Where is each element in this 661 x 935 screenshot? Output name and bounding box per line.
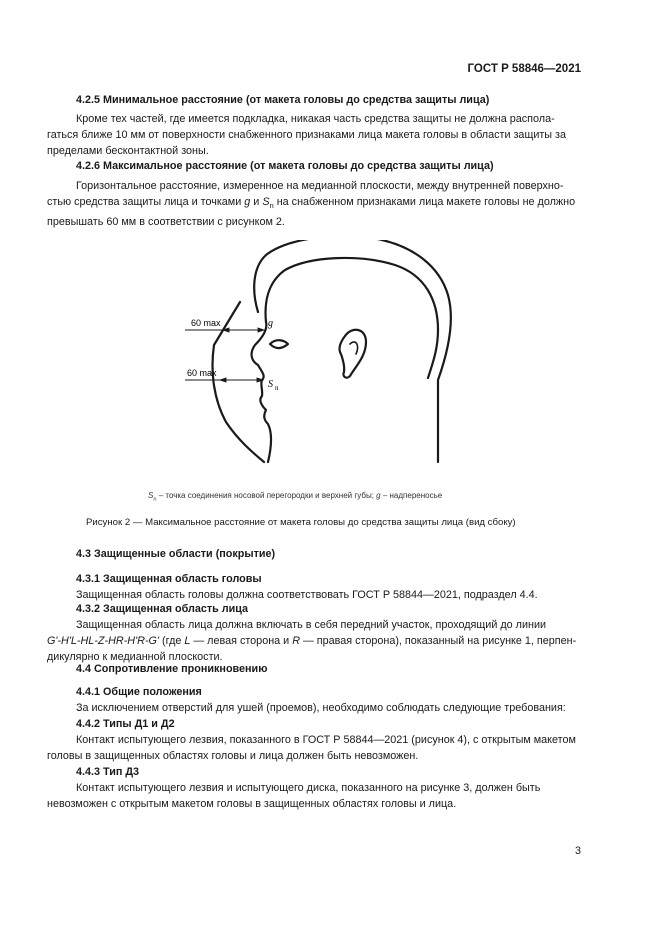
section-4-4-3-title: 4.4.3 Тип Д3 <box>76 766 140 778</box>
paragraph-line: дикулярно к медианной плоскости. <box>47 651 223 663</box>
section-4-3-title: 4.3 Защищенные области (покрытие) <box>76 548 276 560</box>
text-run: стью средства защиты лица и точками <box>47 196 245 208</box>
standard-header: ГОСТ Р 58846—2021 <box>467 63 581 75</box>
paragraph-line-wrap <box>47 194 582 230</box>
symbol-s: S <box>262 196 270 208</box>
text-run: — правая сторона), показанный на рисунке 1, перпен- <box>300 635 577 647</box>
section-4-4-3 <box>76 764 582 796</box>
paragraph-line: превышать 60 мм в соответствии с рисунком 2. <box>47 216 285 229</box>
ear <box>339 330 366 378</box>
legend-symbol-s: S <box>148 491 154 500</box>
figure-caption: Рисунок 2 — Максимальное расстояние от макета головы до средства защиты лица (вид сбоку) <box>86 517 516 528</box>
point-s-label: S <box>268 379 273 390</box>
symbol-r: R <box>292 635 301 647</box>
figure-legend <box>148 491 442 503</box>
paragraph-line-wrap <box>47 127 582 159</box>
section-4-2-6 <box>76 158 582 174</box>
page-number: 3 <box>574 845 581 857</box>
paragraph-line <box>47 194 582 214</box>
legend-symbol-g: g <box>376 491 381 500</box>
skull-inner-line <box>266 258 438 378</box>
line-notation: G'-H'L-HL-Z-HR-H'R-G' <box>47 635 160 647</box>
paragraph-line: пределами бесконтактной зоны. <box>47 145 209 157</box>
paragraph-line: Защищенная область лица должна включать в себя передний участок, проходящий до линии <box>76 619 547 631</box>
section-4-3-1-title: 4.3.1 Защищенная область головы <box>76 573 262 585</box>
point-g-label: g <box>268 318 273 329</box>
section-4-3-1 <box>76 571 582 603</box>
paragraph-line: Защищенная область головы должна соответствовать ГОСТ Р 58844—2021, подраздел 4.4. <box>76 589 538 601</box>
text-run: — левая сторона и <box>190 635 293 647</box>
section-4-4-2 <box>76 716 582 748</box>
paragraph-line: Кроме тех частей, где имеется подкладка, никакая часть средства защиты не должна распола- <box>76 113 555 125</box>
dim-label-top: 60 max <box>191 318 221 328</box>
section-4-3 <box>76 546 582 562</box>
dim-arrow <box>258 328 264 332</box>
paragraph-line: головы в защищенных областях головы и лица должен быть невозможен. <box>47 750 419 762</box>
head-outline <box>254 240 451 462</box>
paragraph-line: Контакт испытующего лезвия и испытующего диска, показанного на рисунке 3, должен быть <box>76 782 541 794</box>
paragraph-line-wrap <box>47 796 582 812</box>
eye <box>270 340 288 348</box>
section-4-4 <box>76 661 582 677</box>
symbol-g: g <box>244 196 251 208</box>
dim-label-bottom: 60 max <box>187 368 217 378</box>
paragraph-line: За исключением отверстий для ушей (проемов), необходимо соблюдать следующие требования: <box>76 702 566 714</box>
section-4-3-2 <box>76 601 582 633</box>
legend-symbol-s-sub: n <box>153 496 157 503</box>
symbol-s-sub: n <box>269 201 274 211</box>
paragraph-line: гаться ближе 10 мм от поверхности снабженного признаками лица макета головы в области защиты за <box>47 129 567 141</box>
section-4-4-1-title: 4.4.1 Общие положения <box>76 686 202 698</box>
paragraph-line: невозможен с открытым макетом головы в защищенных областях головы и лица. <box>47 798 457 810</box>
section-4-4-1 <box>76 684 582 716</box>
paragraph-line <box>47 633 582 649</box>
dim-arrow <box>220 378 226 382</box>
section-4-2-6-body <box>76 178 582 194</box>
section-4-3-2-title: 4.3.2 Защищенная область лица <box>76 603 249 615</box>
text-run: на снабженном признаками лица макете головы не должно <box>273 196 576 208</box>
section-4-2-5 <box>76 92 582 108</box>
ear-inner <box>350 342 358 354</box>
face-profile <box>252 322 271 462</box>
section-4-4-title: 4.4 Сопротивление проникновению <box>76 663 268 675</box>
section-4-2-5-body <box>76 111 582 127</box>
section-4-2-6-title: 4.2.6 Максимальное расстояние (от макета головы до средства защиты лица) <box>76 160 494 172</box>
section-4-2-5-title: 4.2.5 Минимальное расстояние (от макета головы до средства защиты лица) <box>76 94 490 106</box>
text-run: (где <box>159 635 185 647</box>
paragraph-line: Контакт испытующего лезвия, показанного в ГОСТ Р 58844—2021 (рисунок 4), с открытым макетом <box>76 734 576 746</box>
symbol-l: L <box>184 635 191 647</box>
legend-text: – точка соединения носовой перегородки и верхней губы; <box>156 491 377 500</box>
section-4-4-2-title: 4.4.2 Типы Д1 и Д2 <box>76 718 175 730</box>
legend-text: – надпереносье <box>380 491 443 500</box>
paragraph-line: Горизонтальное расстояние, измеренное на медианной плоскости, между внутренней поверхно- <box>76 180 564 192</box>
figure-2-head-profile <box>0 240 661 520</box>
point-s-sub: n <box>275 384 279 392</box>
text-run: и <box>250 196 263 208</box>
paragraph-line-wrap <box>47 748 582 764</box>
